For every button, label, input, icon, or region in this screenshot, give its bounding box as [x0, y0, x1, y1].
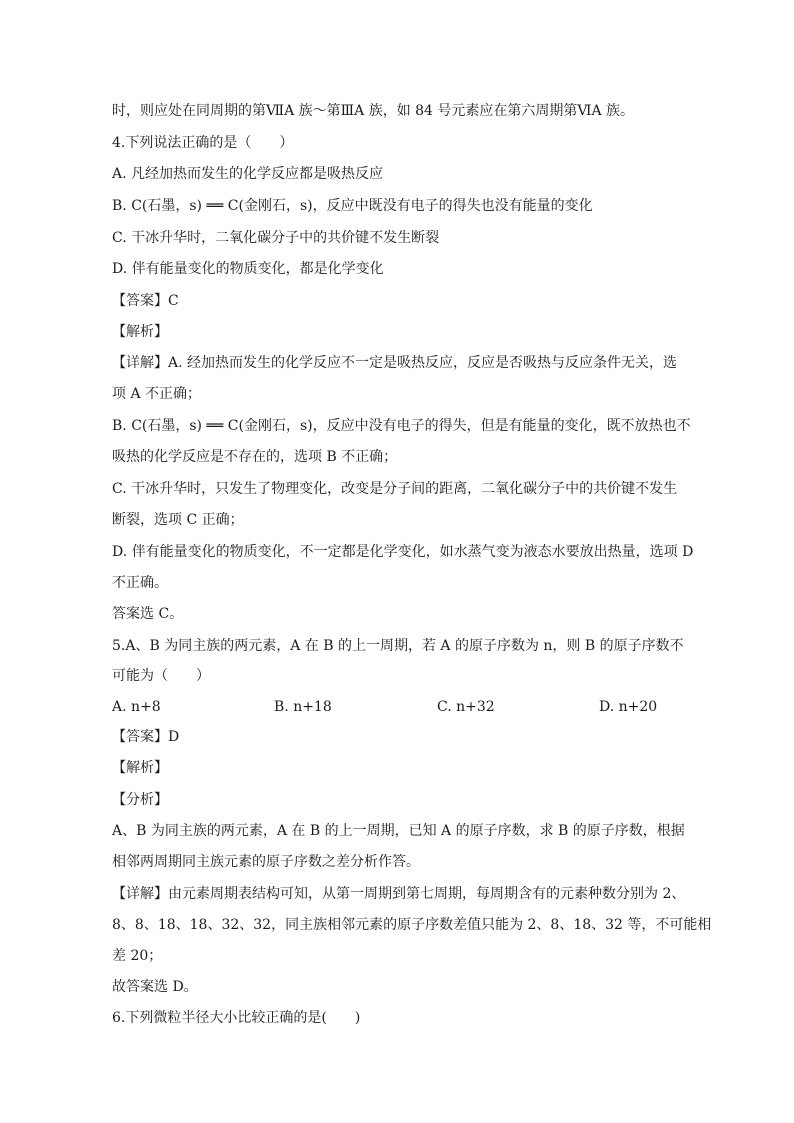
text-line: 断裂，选项 C 正确；	[112, 512, 244, 528]
option-c: C. n+32	[437, 699, 495, 715]
text-line: 【详解】由元素周期表结构可知，从第一周期到第七周期，每周期含有的元素种数分别为 2、	[112, 886, 686, 902]
text-line: 6.下列微粒半径大小比较正确的是( )	[112, 1010, 361, 1026]
text-line: B. C(石墨，s) ══ C(金刚石，s)，反应中既没有电子的得失也没有能量的变化	[112, 198, 593, 214]
text-line: 【分析】	[112, 792, 168, 808]
text-line: 【解析】	[112, 324, 168, 340]
text-line: 【答案】D	[112, 729, 180, 745]
text-line: D. 伴有能量变化的物质变化，不一定都是化学变化，如水蒸气变为液态水要放出热量，选项 D	[112, 544, 694, 560]
text-line: B. C(石墨，s) ══ C(金刚石，s)，反应中没有电子的得失，但是有能量的变化，既不放热也不	[112, 418, 691, 434]
text-line: A、B 为同主族的两元素，A 在 B 的上一周期，已知 A 的原子序数，求 B 的原子序数，根据	[112, 823, 685, 839]
text-line: A. 凡经加热而发生的化学反应都是吸热反应	[112, 166, 384, 182]
option-d: D. n+20	[599, 699, 658, 715]
text-line: 【答案】C	[112, 293, 179, 309]
text-line: D. 伴有能量变化的物质变化，都是化学变化	[112, 261, 384, 277]
text-line: 5.A、B 为同主族的两元素，A 在 B 的上一周期，若 A 的原子序数为 n，则 B 的原子序数不	[112, 638, 684, 654]
text-line: 故答案选 D。	[112, 979, 198, 995]
text-line: 【详解】A. 经加热而发生的化学反应不一定是吸热反应，反应是否吸热与反应条件无关，选	[112, 355, 678, 371]
text-line: 8、8、18、18、32、32，同主族相邻元素的原子序数差值只能为 2、8、18、32 等，不可能相	[112, 917, 712, 933]
text-line: C. 干冰升华时，只发生了物理变化，改变是分子间的距离，二氧化碳分子中的共价键不发生	[112, 481, 678, 497]
text-line: 4.下列说法正确的是（ ）	[112, 135, 294, 151]
text-line: 不正确。	[112, 575, 168, 591]
option-a: A. n+8	[112, 699, 161, 715]
text-line: 差 20；	[112, 948, 163, 964]
text-line: 时，则应处在同周期的第ⅦA 族～第ⅢA 族，如 84 号元素应在第六周期第ⅥA 族。	[112, 103, 635, 119]
option-b: B. n+18	[274, 699, 332, 715]
text-line: 可能为（ ）	[112, 668, 210, 684]
text-line: 答案选 C。	[112, 606, 184, 622]
text-line: 【解析】	[112, 760, 168, 776]
text-line: 项 A 不正确；	[112, 386, 202, 402]
text-line: 吸热的化学反应是不存在的，选项 B 不正确；	[112, 449, 398, 465]
text-line: C. 干冰升华时，二氧化碳分子中的共价键不发生断裂	[112, 230, 440, 246]
text-line: 相邻两周期同主族元素的原子序数之差分析作答。	[112, 854, 420, 870]
